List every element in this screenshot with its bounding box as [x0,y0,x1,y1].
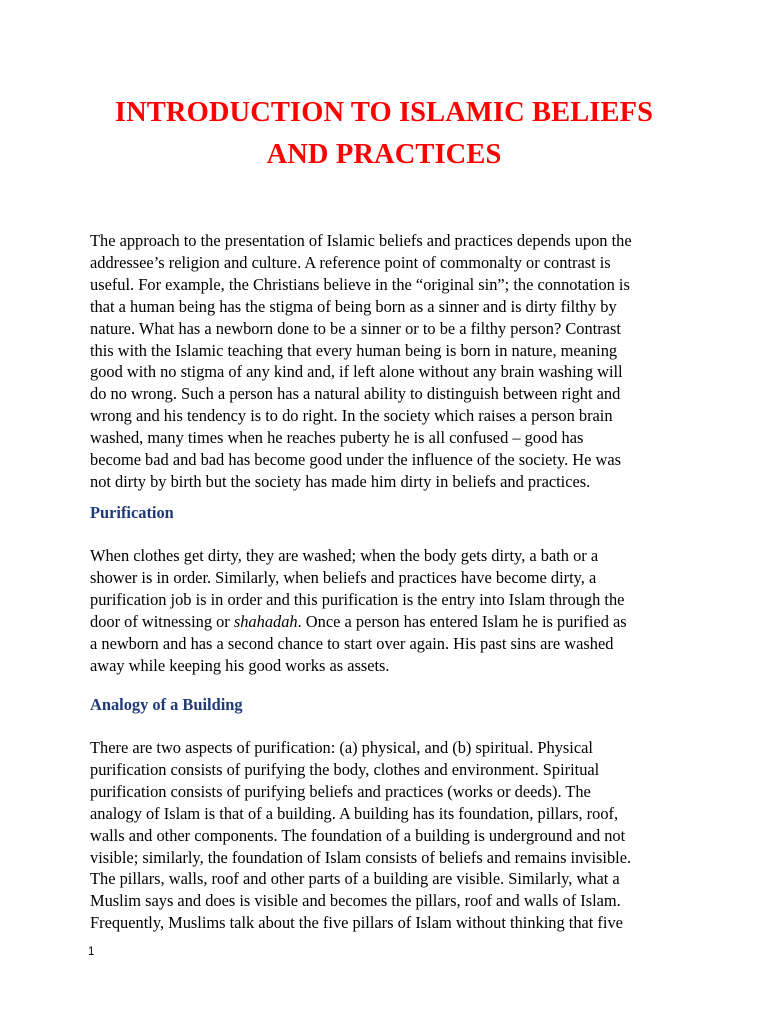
text-line: washed, many times when he reaches puberty he is all confused – good has [90,428,584,448]
italic-term-shahadah: shahadah [233,611,298,631]
text-line: walls and other components. The foundation of a building is underground and not [90,825,626,845]
text-line: not dirty by birth but the society has made him dirty in beliefs and practices. [90,471,591,491]
text-line: a newborn and has a second chance to start over again. His past sins are washed [90,633,614,653]
text-line: There are two aspects of purification: (a) physical, and (b) spiritual. Physical [90,738,593,757]
text-line: wrong and his tendency is to do right. In the society which raises a person brain [90,406,613,426]
page-number: 1 [88,946,95,958]
text-line: good with no stigma of any kind and, if left alone without any brain washing will [90,362,623,382]
text-line: Frequently, Muslims talk about the five pillars of Islam without thinking that five [90,913,623,933]
text-line: purification consists of purifying the body, clothes and environment. Spiritual [90,759,600,779]
text-line: purification consists of purifying beliefs and practices (works or deeds). The [90,781,591,801]
text-line: purification job is in order and this purification is the entry into Islam through the [90,589,625,609]
text-line [90,611,690,633]
text-line: When clothes get dirty, they are washed; when the body gets dirty, a bath or a [90,546,599,565]
title-line: AND PRACTICES [266,139,502,170]
section-heading-analogy: Analogy of a Building [90,695,243,714]
analogy-paragraph [90,737,690,934]
text-line: visible; similarly, the foundation of Islam consists of beliefs and remains invisible. [90,847,632,867]
text-segment: . Once a person has entered Islam he is purified as [297,611,627,631]
intro-paragraph [90,230,690,493]
document-title [60,92,708,176]
text-line: shower is in order. Similarly, when beliefs and practices have become dirty, a [90,567,597,587]
title-line: INTRODUCTION TO ISLAMIC BELIEFS [114,97,654,128]
text-line: Muslim says and does is visible and becomes the pillars, roof and walls of Islam. [90,891,621,911]
text-line: this with the Islamic teaching that every human being is born in nature, meaning [90,340,618,360]
text-line: that a human being has the stigma of being born as a sinner and is dirty filthy by [90,296,617,316]
text-line: The pillars, walls, roof and other parts of a building are visible. Similarly, what a [90,869,620,889]
text-line: The approach to the presentation of Islamic beliefs and practices depends upon the [90,231,632,250]
text-line: addressee’s religion and culture. A reference point of commonalty or contrast is [90,252,611,272]
text-segment: door of witnessing or [90,611,234,631]
text-line: become bad and bad has become good under the influence of the society. He was [90,450,621,470]
text-line: nature. What has a newborn done to be a sinner or to be a filthy person? Contrast [90,318,621,338]
section-heading-purification: Purification [90,503,174,522]
text-line: away while keeping his good works as assets. [90,655,390,675]
text-line: analogy of Islam is that of a building. A building has its foundation, pillars, roof, [90,803,619,823]
text-line: useful. For example, the Christians believe in the “original sin”; the connotation is [90,274,630,294]
text-line: do no wrong. Such a person has a natural ability to distinguish between right and [90,384,621,404]
purification-paragraph [90,545,690,676]
